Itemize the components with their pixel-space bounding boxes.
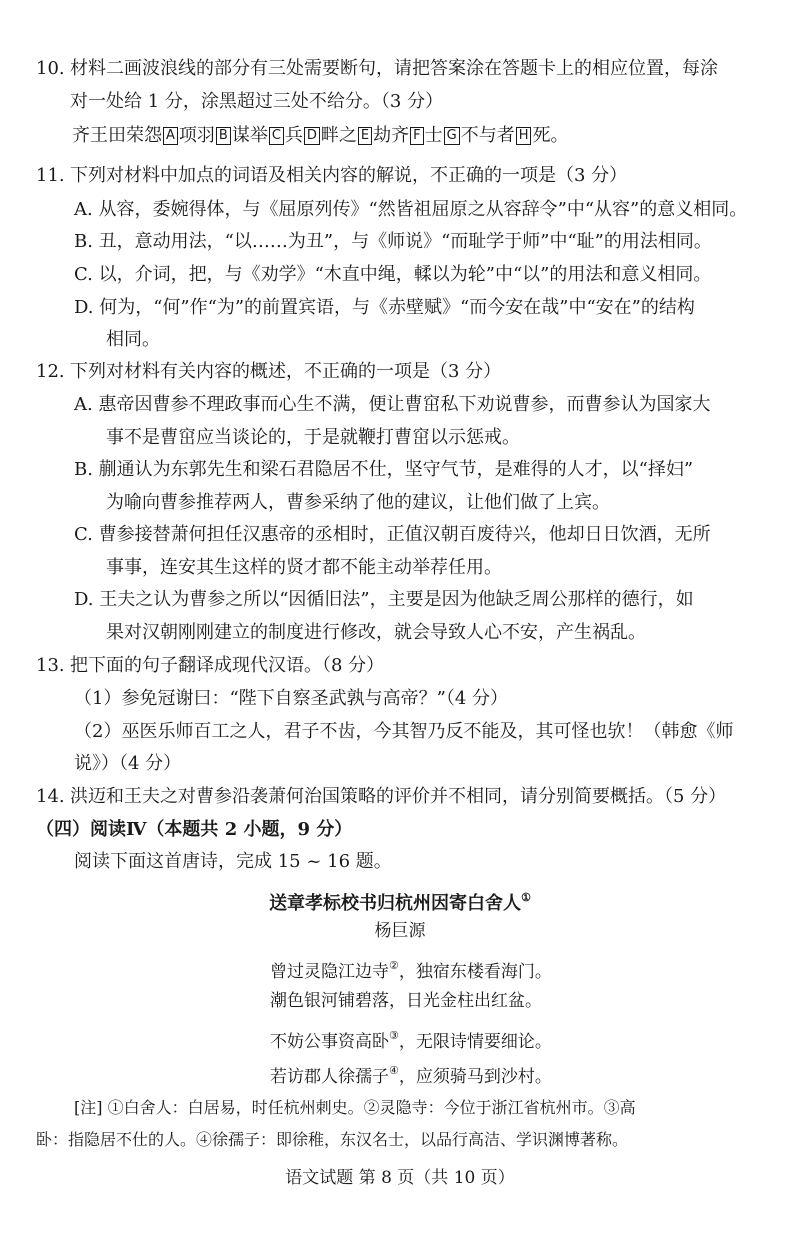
poem-notes: [注] ①白舍人：白居易，时任杭州刺史。②灵隐寺：今位于浙江省杭州市。③高 bbox=[74, 1098, 636, 1117]
answer-box: A bbox=[163, 127, 178, 145]
text-segment: 谋举 bbox=[231, 125, 268, 146]
poem-line-text: 曾过灵隐江边寺 bbox=[270, 962, 389, 982]
answer-box: H bbox=[516, 127, 532, 145]
section-heading: （四）阅读Ⅳ（本题共 2 小题，9 分） bbox=[36, 819, 353, 840]
option-a: A. 惠帝因曹参不理政事而心生不满，便让曹窋私下劝说曹参，而曹参认为国家大 bbox=[74, 394, 711, 415]
poem-line: 潮色银河铺碧落，日光金柱出红盆。 bbox=[270, 991, 542, 1011]
answer-box: G bbox=[444, 127, 460, 145]
option-b-cont: 为喻向曹参推荐两人，曹参采纳了他的建议，让他们做了上宾。 bbox=[106, 492, 610, 513]
question-text: 把下面的句子翻译成现代汉语。（8 分） bbox=[70, 655, 385, 676]
poem-notes-cont: 卧：指隐居不仕的人。④徐孺子：即徐稚，东汉名士，以品行高洁、学识渊博著称。 bbox=[36, 1130, 629, 1149]
text-segment: 项羽 bbox=[178, 125, 215, 146]
poem-line bbox=[270, 1058, 552, 1090]
option-d-cont: 果对汉朝刚刚建立的制度进行修改，就会导致人心不安，产生祸乱。 bbox=[106, 622, 646, 643]
option-c-cont: 事事，连安其生这样的贤才都不能主动举荐任用。 bbox=[106, 557, 502, 578]
question-number: 11. bbox=[36, 165, 65, 186]
option-b: B. 蒯通认为东郭先生和梁石君隐居不仕，坚守气节，是难得的人才，以“择妇” bbox=[74, 459, 694, 480]
answer-box: C bbox=[269, 127, 284, 145]
text-segment: 兵 bbox=[284, 125, 303, 146]
question-text: 材料二画波浪线的部分有三处需要断句，请把答案涂在答题卡上的相应位置，每涂 bbox=[70, 58, 718, 79]
poem-line-text: 若访郡人徐孺子 bbox=[270, 1067, 389, 1087]
question-text: 下列对材料中加点的词语及相关内容的解说，不正确的一项是（3 分） bbox=[70, 165, 628, 186]
text-segment: 死。 bbox=[532, 125, 569, 146]
poem-title bbox=[0, 885, 800, 917]
question-text: 洪迈和王夫之对曹参沿袭萧何治国策略的评价并不相同，请分别简要概括。（5 分） bbox=[70, 786, 727, 807]
answer-box: B bbox=[216, 127, 231, 145]
option-d: D. 王夫之认为曹参之所以“因循旧法”，主要是因为他缺乏周公那样的德行，如 bbox=[74, 589, 694, 610]
page-footer: 语文试题 第 8 页（共 10 页） bbox=[285, 1168, 515, 1188]
footnote-marker: ③ bbox=[389, 1029, 399, 1042]
question-text: 对一处给 1 分，涂黑超过三处不给分。（3 分） bbox=[70, 91, 444, 112]
poem-line-text: ，独宿东楼看海门。 bbox=[398, 962, 552, 982]
poem-line bbox=[270, 953, 552, 985]
text-segment: 劫齐 bbox=[373, 125, 410, 146]
text-segment: 畔之 bbox=[320, 125, 357, 146]
text-segment: 不与者 bbox=[460, 125, 515, 146]
poem-line-text: ，应须骑马到沙村。 bbox=[398, 1067, 552, 1087]
answer-box: E bbox=[358, 127, 372, 145]
answer-box: D bbox=[304, 127, 320, 145]
poem-author: 杨巨源 bbox=[374, 921, 426, 941]
punctuation-exercise bbox=[72, 123, 568, 149]
answer-box: F bbox=[410, 127, 423, 145]
footnote-marker: ④ bbox=[389, 1064, 399, 1077]
option-c: C. 以，介词，把，与《劝学》“木直中绳，輮以为轮”中“以”的用法和意义相同。 bbox=[74, 264, 712, 285]
footnote-marker: ② bbox=[389, 959, 399, 972]
option-c: C. 曹参接替萧何担任汉惠帝的丞相时，正值汉朝百废待兴，他却日日饮酒，无所 bbox=[74, 524, 711, 545]
sub-question-cont: 说》）（4 分） bbox=[74, 753, 182, 774]
option-b: B. 丑，意动用法，“以……为丑”，与《师说》“而耻学于师”中“耻”的用法相同。 bbox=[74, 231, 712, 252]
question-text: 下列对材料有关内容的概述，不正确的一项是（3 分） bbox=[70, 361, 502, 382]
question-number: 13. bbox=[36, 655, 65, 676]
footnote-marker: ① bbox=[521, 891, 531, 904]
question-number: 12. bbox=[36, 361, 65, 382]
text-segment: 士 bbox=[424, 125, 443, 146]
option-a-cont: 事不是曹窋应当谈论的，于是就鞭打曹窋以示惩戒。 bbox=[106, 427, 520, 448]
text-segment: 齐王田荣怨 bbox=[72, 125, 162, 146]
poem-title-text: 送章孝标校书归杭州因寄白舍人 bbox=[269, 893, 522, 914]
sub-question: （1）参免冠谢曰：“陛下自察圣武孰与高帝？”（4 分） bbox=[74, 688, 509, 709]
poem-line-text: ，无限诗情要细论。 bbox=[398, 1032, 552, 1052]
poem-line bbox=[270, 1023, 552, 1055]
question-number: 14. bbox=[36, 786, 65, 807]
option-d: D. 何为，“何”作“为”的前置宾语，与《赤壁赋》“而今安在哉”中“安在”的结构 bbox=[74, 297, 695, 318]
sub-question: （2）巫医乐师百工之人，君子不齿，今其智乃反不能及，其可怪也欤！（韩愈《师 bbox=[74, 721, 734, 742]
section-instruction: 阅读下面这首唐诗，完成 15 ~ 16 题。 bbox=[74, 851, 392, 872]
question-number: 10. bbox=[36, 58, 65, 79]
poem-line-text: 不妨公事资高卧 bbox=[270, 1032, 389, 1052]
option-d-cont: 相同。 bbox=[106, 329, 160, 350]
option-a: A. 从容，委婉得体，与《屈原列传》“然皆祖屈原之从容辞令”中“从容”的意义相同。 bbox=[74, 199, 748, 220]
